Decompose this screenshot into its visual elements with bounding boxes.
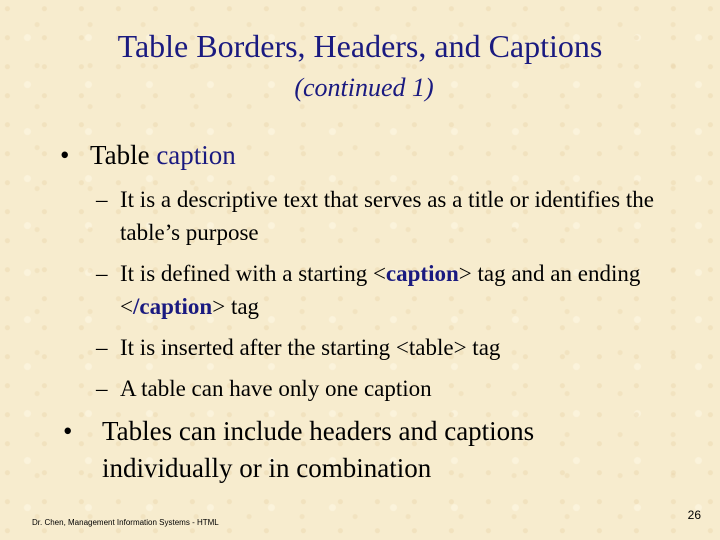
- bullet-marker: •: [63, 416, 73, 446]
- caption-tag-keyword: caption: [385, 261, 459, 286]
- bullet-table-caption: [60, 140, 236, 171]
- sub-bullet-text: A table can have only one caption: [120, 376, 432, 401]
- bullet-accent-text: caption: [156, 140, 236, 170]
- bullet-marker: •: [60, 140, 70, 170]
- sub-bullet-text: It is a descriptive text that serves as a title or identifies the table’s purpose: [120, 187, 654, 245]
- page-number: 26: [687, 508, 701, 522]
- bullet-lead-text: Table: [90, 140, 157, 170]
- sub-bullet-item: [96, 372, 666, 405]
- dash-marker: –: [96, 335, 108, 360]
- sub-bullet-text-middle: > tag and an ending <: [120, 261, 641, 319]
- slide-subtitle: (continued 1): [294, 73, 434, 102]
- sub-bullet-item: [96, 183, 666, 249]
- dash-marker: –: [96, 376, 108, 401]
- bullet-text: Tables can include headers and captions individually or in combination: [102, 416, 535, 483]
- sub-bullet-text-start: It is defined with a starting <: [120, 261, 386, 286]
- dash-marker: –: [96, 261, 108, 286]
- sub-bullet-item: [96, 257, 666, 323]
- end-caption-tag-keyword: /caption: [132, 294, 213, 319]
- sub-bullet-item: [96, 331, 666, 364]
- sub-bullet-text: It is inserted after the starting <table> tag: [120, 335, 501, 360]
- dash-marker: –: [96, 187, 108, 212]
- sub-bullet-list: [96, 183, 666, 413]
- footer-text: Dr. Chen, Management Information Systems - HTML: [32, 518, 219, 527]
- slide-title: Table Borders, Headers, and Captions: [117, 28, 603, 64]
- bullet-headers-captions: [63, 413, 663, 487]
- sub-bullet-text-end: > tag: [212, 294, 260, 319]
